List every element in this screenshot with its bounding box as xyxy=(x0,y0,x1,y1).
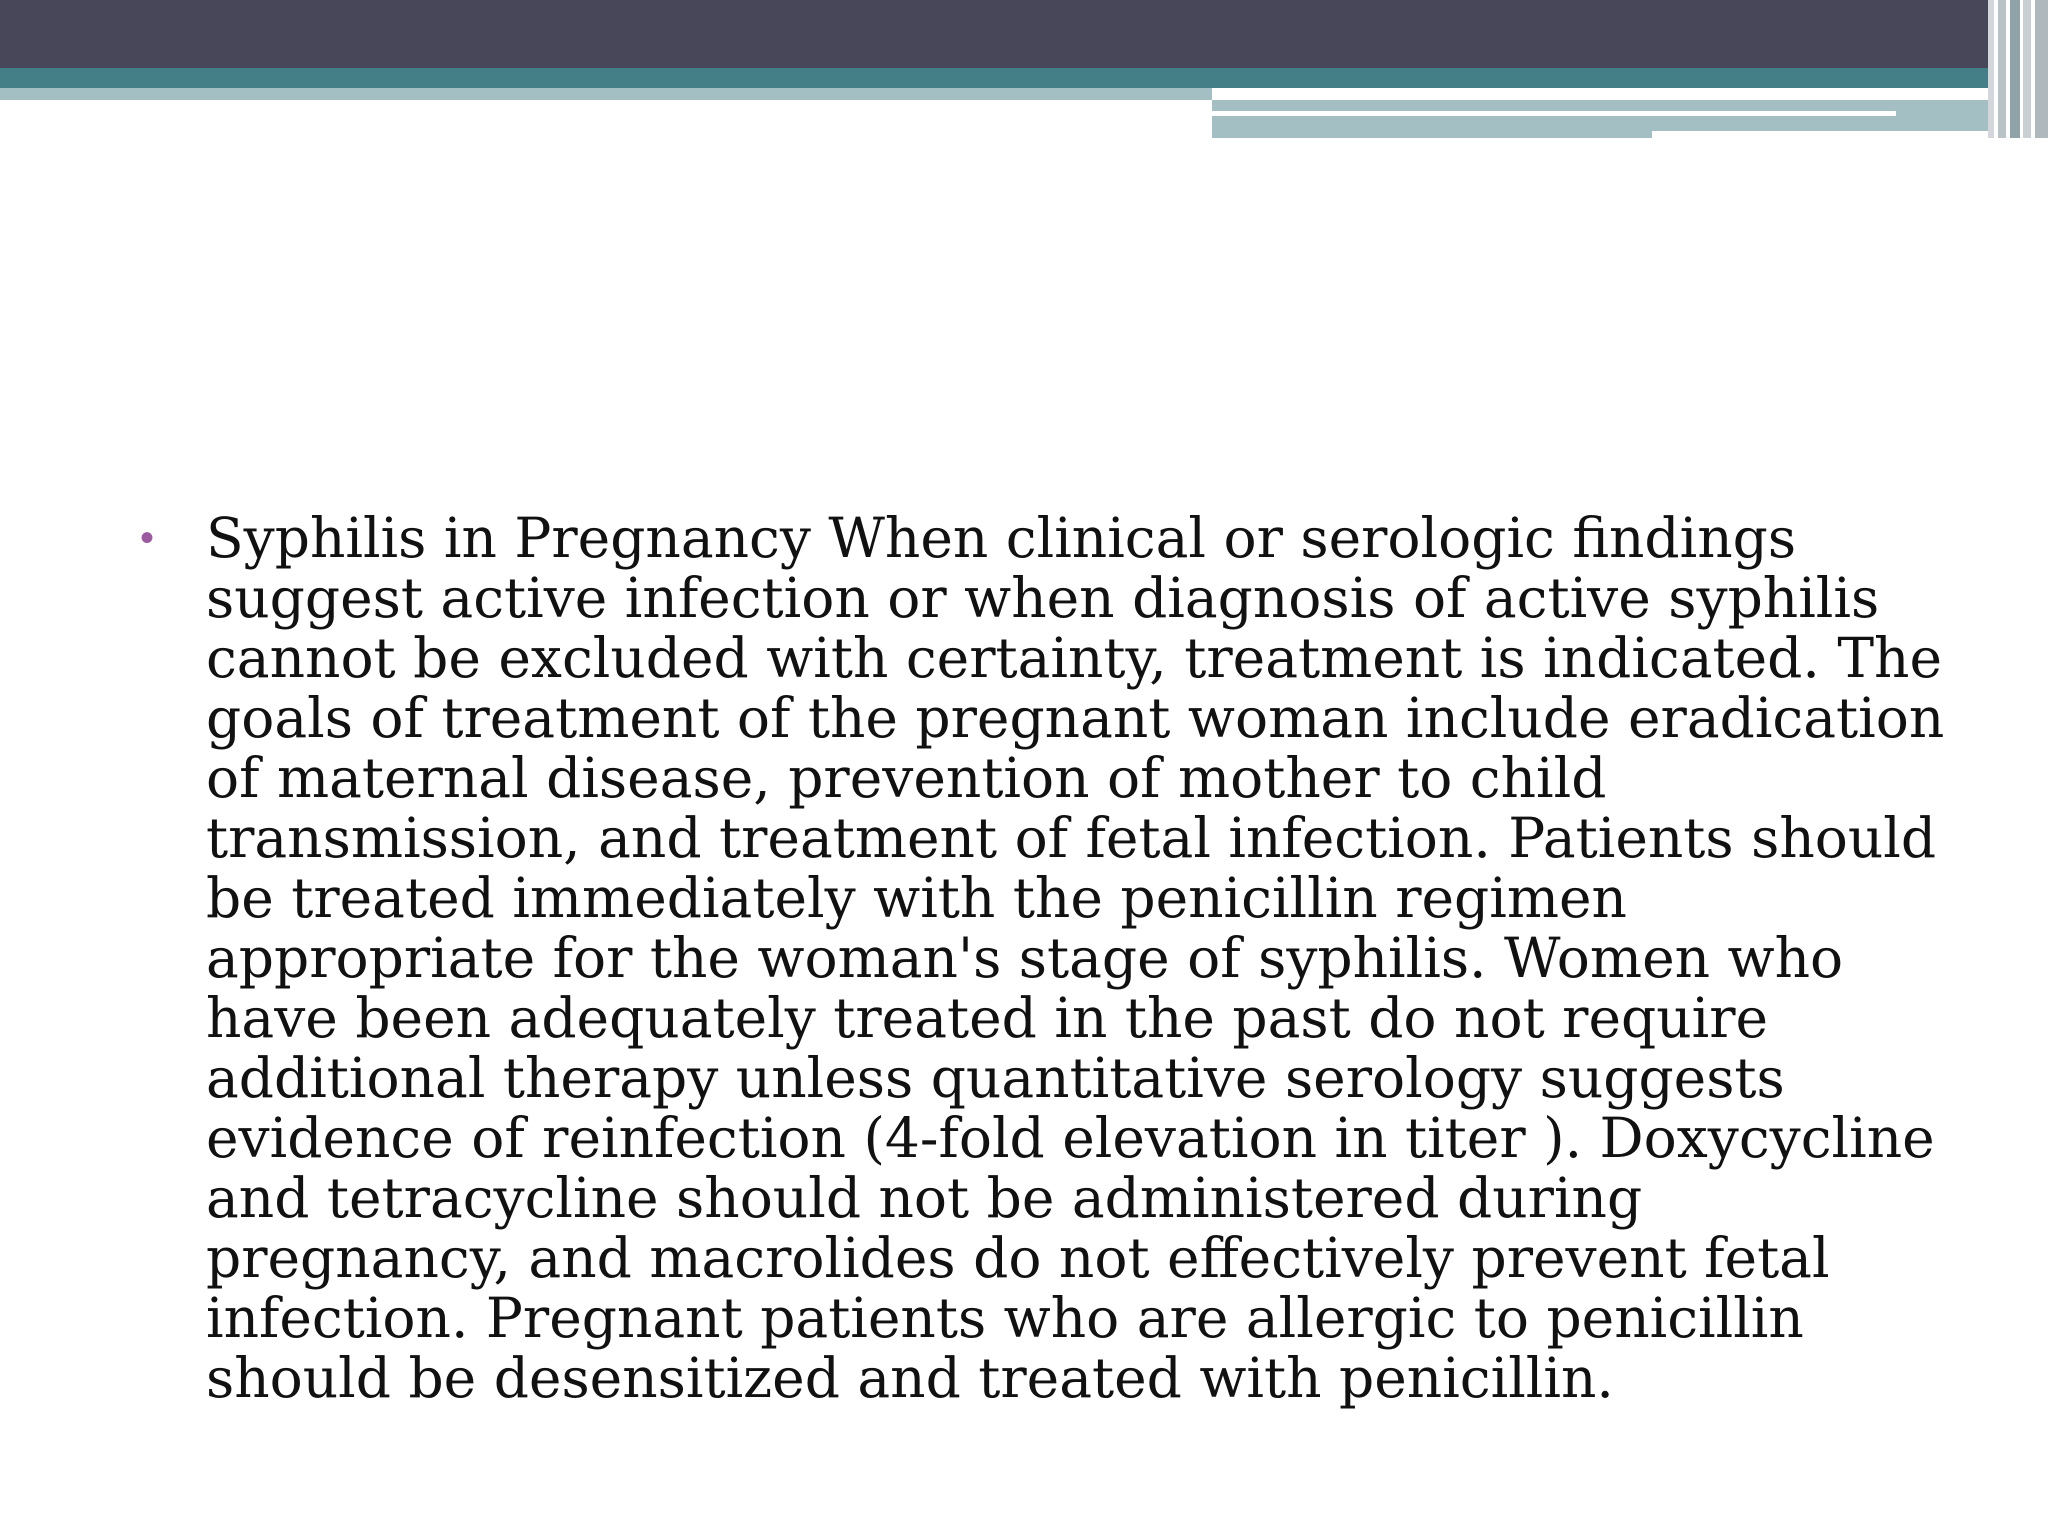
text-line: should be desensitized and treated with penicillin. xyxy=(206,1346,1614,1410)
header-band-light-left xyxy=(0,88,1212,100)
text-line: of maternal disease, prevention of mother to child xyxy=(206,746,1607,810)
text-line: appropriate for the woman's stage of syphilis. Women who xyxy=(206,926,1844,990)
text-line: goals of treatment of the pregnant woman include eradication xyxy=(206,686,1945,750)
text-line: transmission, and treatment of fetal infection. Patients should xyxy=(206,806,1937,870)
header-side-stripes xyxy=(1988,0,2048,138)
bullet-text xyxy=(206,506,1945,1410)
text-line: additional therapy unless quantitative serology suggests xyxy=(206,1046,1785,1110)
text-line: infection. Pregnant patients who are allergic to penicillin xyxy=(206,1286,1804,1350)
header-band-teal xyxy=(0,68,2048,88)
text-line: suggest active infection or when diagnosis of active syphilis xyxy=(206,566,1880,630)
slide-body xyxy=(140,506,1945,1410)
text-line: cannot be excluded with certainty, treatment is indicated. The xyxy=(206,626,1942,690)
bullet-dot-icon: • xyxy=(140,516,155,560)
header-band-dark xyxy=(0,0,2048,68)
text-line: Syphilis in Pregnancy When clinical or serologic findings xyxy=(206,506,1797,570)
text-line: pregnancy, and macrolides do not effectively prevent fetal xyxy=(206,1226,1830,1290)
text-line: be treated immediately with the penicillin regimen xyxy=(206,866,1627,930)
text-line: and tetracycline should not be administered during xyxy=(206,1166,1643,1230)
header-accent-line xyxy=(1212,111,1896,116)
text-line: have been adequately treated in the past do not require xyxy=(206,986,1769,1050)
bullet-item xyxy=(140,506,1945,1410)
text-line: evidence of reinfection (4-fold elevation in titer ). Doxycycline xyxy=(206,1106,1935,1170)
